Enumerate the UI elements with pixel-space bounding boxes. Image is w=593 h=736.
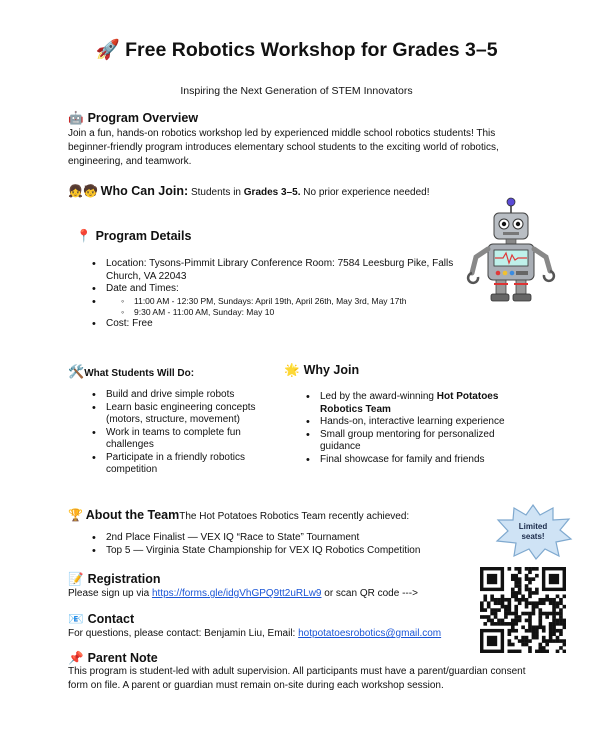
tools-icon: 🛠️ bbox=[68, 364, 85, 379]
details-date-item: ◦ 9:30 AM - 11:00 AM, Sunday: May 10 bbox=[120, 307, 488, 318]
trophy-icon: 🏆 bbox=[68, 508, 83, 522]
title-text: Free Robotics Workshop for Grades 3–5 bbox=[125, 39, 498, 61]
who-grades: Grades 3–5. bbox=[243, 187, 301, 198]
contact-line bbox=[68, 627, 441, 641]
list-item: • 2nd Place Finalist — VEX IQ “Race to State” Tournament bbox=[88, 532, 488, 545]
details-heading-text: Program Details bbox=[95, 229, 192, 243]
contact-heading-text: Contact bbox=[87, 612, 135, 626]
about-heading bbox=[68, 508, 409, 522]
children-icon: 👧🧒 bbox=[68, 184, 98, 198]
list-item: • Learn basic engineering concepts (motors, structure, movement) bbox=[88, 402, 288, 427]
email-icon: 📧 bbox=[68, 612, 84, 626]
students-do-heading-text: What Students Will Do: bbox=[84, 368, 195, 379]
overview-heading bbox=[68, 111, 198, 126]
details-dates-list bbox=[120, 296, 488, 318]
list-item bbox=[302, 391, 534, 416]
rocket-icon: 🚀 bbox=[95, 39, 120, 61]
registration-heading bbox=[68, 572, 161, 587]
registration-heading-text: Registration bbox=[87, 572, 161, 586]
list-item: • Final showcase for family and friends bbox=[302, 454, 534, 467]
contact-pre: For questions, please contact: Benjamin Liu, Email: bbox=[68, 628, 296, 639]
robot-face-icon: 🤖 bbox=[68, 111, 84, 125]
pushpin-icon: 📌 bbox=[68, 651, 84, 665]
why-join-heading bbox=[284, 363, 359, 378]
parent-note-body: This program is student-led with adult supervision. All participants must have a parent/guardian consent form on file. A parent or guardian must remain on-site during each workshop session. bbox=[68, 666, 526, 691]
why-join-list bbox=[302, 391, 534, 466]
list-item: • Participate in a friendly robotics competition bbox=[88, 452, 288, 477]
why-join-first-bold: Hot Potatoes Robotics Team bbox=[320, 391, 499, 415]
why-join-first-pre: Led by the award-winning bbox=[320, 391, 434, 402]
who-can-join bbox=[68, 184, 429, 198]
badge-text: Limited seats! bbox=[518, 522, 548, 541]
details-list bbox=[88, 258, 488, 330]
overview-heading-text: Program Overview bbox=[87, 111, 199, 125]
about-intro: The Hot Potatoes Robotics Team recently achieved: bbox=[179, 511, 410, 522]
pin-icon: 📍 bbox=[76, 229, 92, 243]
details-heading bbox=[76, 229, 191, 244]
registration-link[interactable]: https://forms.gle/idgVhGPQ9tt2uRLw9 bbox=[151, 588, 322, 599]
about-heading-text: About the Team bbox=[85, 508, 180, 522]
students-do-list bbox=[88, 389, 288, 477]
details-location: • Location: Tysons-Pimmit Library Conference Room: 7584 Leesburg Pike, Falls Church, VA 22043 bbox=[88, 258, 488, 283]
page-title bbox=[0, 38, 593, 62]
list-item: • Hands-on, interactive learning experience bbox=[302, 416, 534, 429]
list-item: • Build and drive simple robots bbox=[88, 389, 288, 402]
qr-code[interactable] bbox=[480, 567, 566, 653]
registration-line bbox=[68, 587, 418, 601]
glowing-star-icon: 🌟 bbox=[284, 363, 300, 377]
details-dates-wrap bbox=[88, 296, 488, 318]
students-do-heading bbox=[68, 364, 194, 380]
details-dates-label: • Date and Times: bbox=[88, 283, 488, 296]
limited-seats-badge bbox=[493, 503, 573, 561]
subtitle: Inspiring the Next Generation of STEM Innovators bbox=[180, 85, 413, 97]
who-post: No prior experience needed! bbox=[303, 187, 430, 198]
who-heading: Who Can Join: bbox=[100, 184, 189, 198]
parent-note-heading-text: Parent Note bbox=[87, 651, 158, 665]
memo-icon: 📝 bbox=[68, 572, 84, 586]
registration-post: or scan QR code ---> bbox=[324, 588, 418, 599]
contact-heading bbox=[68, 612, 134, 627]
robot-illustration bbox=[458, 197, 564, 307]
list-item: • Small group mentoring for personalized guidance bbox=[302, 429, 534, 454]
registration-pre: Please sign up via bbox=[68, 588, 150, 599]
details-cost: • Cost: Free bbox=[88, 318, 488, 331]
list-item: • Work in teams to complete fun challenges bbox=[88, 427, 288, 452]
about-list bbox=[88, 532, 488, 557]
list-item: • Top 5 — Virginia State Championship for VEX IQ Robotics Competition bbox=[88, 545, 488, 558]
overview-body: Join a fun, hands-on robotics workshop led by experienced middle school robotics students! This beginner-friendly program introduces elementary school students to the exciting world of robotics, engineering, and teamwork. bbox=[68, 128, 499, 167]
details-date-item: ◦ • 11:00 AM - 12:30 PM, Sundays: April 19th, April 26th, May 3rd, May 17th bbox=[120, 296, 488, 307]
contact-email-link[interactable]: hotpotatoesrobotics@gmail.com bbox=[298, 628, 442, 639]
parent-note-heading bbox=[68, 651, 158, 666]
who-pre: Students in bbox=[190, 187, 241, 198]
why-join-heading-text: Why Join bbox=[303, 363, 360, 377]
